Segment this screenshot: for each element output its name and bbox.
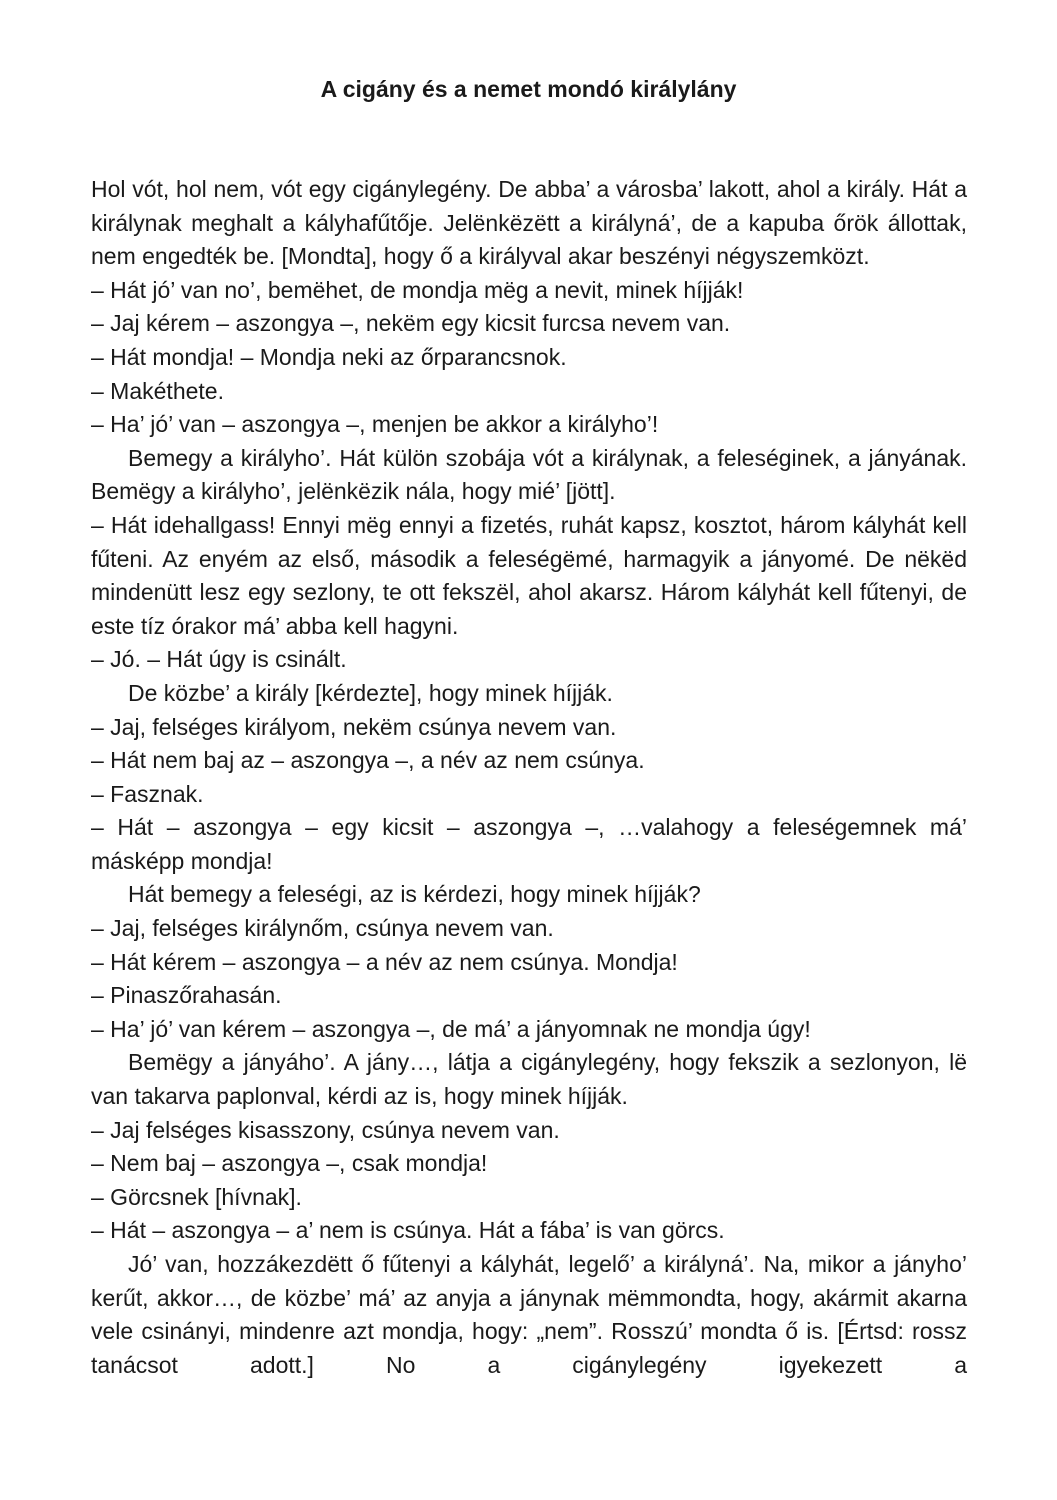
story-paragraph: – Fasznak. bbox=[91, 780, 204, 807]
story-paragraph: – Ha’ jó’ van kérem – aszongya –, de má’ a jányomnak ne mondja úgy! bbox=[91, 1015, 811, 1042]
story-paragraph: – Hát mondja! – Mondja neki az őrparancsnok. bbox=[91, 343, 567, 370]
story-paragraph: Bemegy a királyho’. Hát külön szobája vót a királynak, a feleséginek, a jányának. Bemëgy a királyho’, jelënkëzik nála, hogy mié’ [jött]. bbox=[91, 444, 967, 505]
story-paragraph: – Hát nem baj az – aszongya –, a név az nem csúnya. bbox=[91, 747, 645, 774]
story-paragraph: – Jaj felséges kisasszony, csúnya nevem van. bbox=[91, 1116, 560, 1143]
story-paragraph: – Hát jó’ van no’, bemëhet, de mondja mëg a nevit, minek híjják! bbox=[91, 276, 744, 303]
story-paragraph: – Jaj, felséges királyom, nekëm csúnya nevem van. bbox=[91, 713, 617, 740]
story-paragraph: Hát bemegy a feleségi, az is kérdezi, hogy minek híjják? bbox=[128, 881, 701, 908]
story-paragraph: – Pinaszőrahasán. bbox=[91, 982, 282, 1009]
story-paragraph: – Jó. – Hát úgy is csinált. bbox=[91, 646, 347, 673]
story-paragraph: Jó’ van, hozzákezdëtt ő fűtenyi a kályhát, legelő’ a királyná’. Na, mikor a jányho’ kerűt, akkor…, de közbe’ má’ az anyja a jánynak mëmmondta, hogy, akármit akarna vele csinányi, mindenre azt mondja, hogy: „nem”. Rosszú’ mondta ő is. [Értsd: rossz tanácsot adott.] No a cigánylegény igyekezett a bbox=[91, 1251, 967, 1378]
story-paragraph: – Hát – aszongya – a’ nem is csúnya. Hát a fába’ is van görcs. bbox=[91, 1217, 725, 1244]
story-paragraph: – Hát idehallgass! Ennyi mëg ennyi a fizetés, ruhát kapsz, kosztot, három kályhát kell fűteni. Az enyém az első, második a feleségëmé, harmagyik a jányomé. De nëkëd mindenütt lesz egy sezlony, te ott fekszël, ahol akarsz. Három kályhát kell fűtenyi, de este tíz órakor má’ abba kell hagyni. bbox=[91, 511, 967, 639]
story-paragraph: – Hát kérem – aszongya – a név az nem csúnya. Mondja! bbox=[91, 948, 678, 975]
story-paragraph: – Nem baj – aszongya –, csak mondja! bbox=[91, 1150, 488, 1177]
story-paragraph: – Ha’ jó’ van – aszongya –, menjen be akkor a királyho’! bbox=[91, 411, 659, 438]
story-paragraph: De közbe’ a király [kérdezte], hogy minek híjják. bbox=[128, 679, 613, 706]
story-paragraph: Hol vót, hol nem, vót egy cigánylegény. De abba’ a városba’ lakott, ahol a király. Hát a királynak meghalt a kályhafűtője. Jelënkëzëtt a királyná’, de a kapuba őrök állottak, nem engedték be. [Mondta], hogy ő a királyval akar beszényi négyszemközt. bbox=[91, 176, 967, 270]
story-paragraph: – Görcsnek [hívnak]. bbox=[91, 1183, 302, 1210]
story-paragraph: – Jaj, felséges királynőm, csúnya nevem van. bbox=[91, 915, 554, 942]
story-text bbox=[91, 173, 967, 1382]
story-paragraph: – Hát – aszongya – egy kicsit – aszongya –, …valahogy a feleségemnek má’ másképp mondja! bbox=[91, 814, 967, 874]
story-paragraph: – Makéthete. bbox=[91, 377, 224, 404]
page-title: A cigány és a nemet mondó királylány bbox=[320, 76, 737, 102]
story-paragraph: Bemëgy a jányáho’. A jány…, látja a cigánylegény, hogy fekszik a sezlonyon, lë van takarva paplonval, kérdi az is, hogy minek híjják. bbox=[91, 1049, 967, 1110]
story-paragraph: – Jaj kérem – aszongya –, nekëm egy kicsit furcsa nevem van. bbox=[91, 310, 731, 337]
